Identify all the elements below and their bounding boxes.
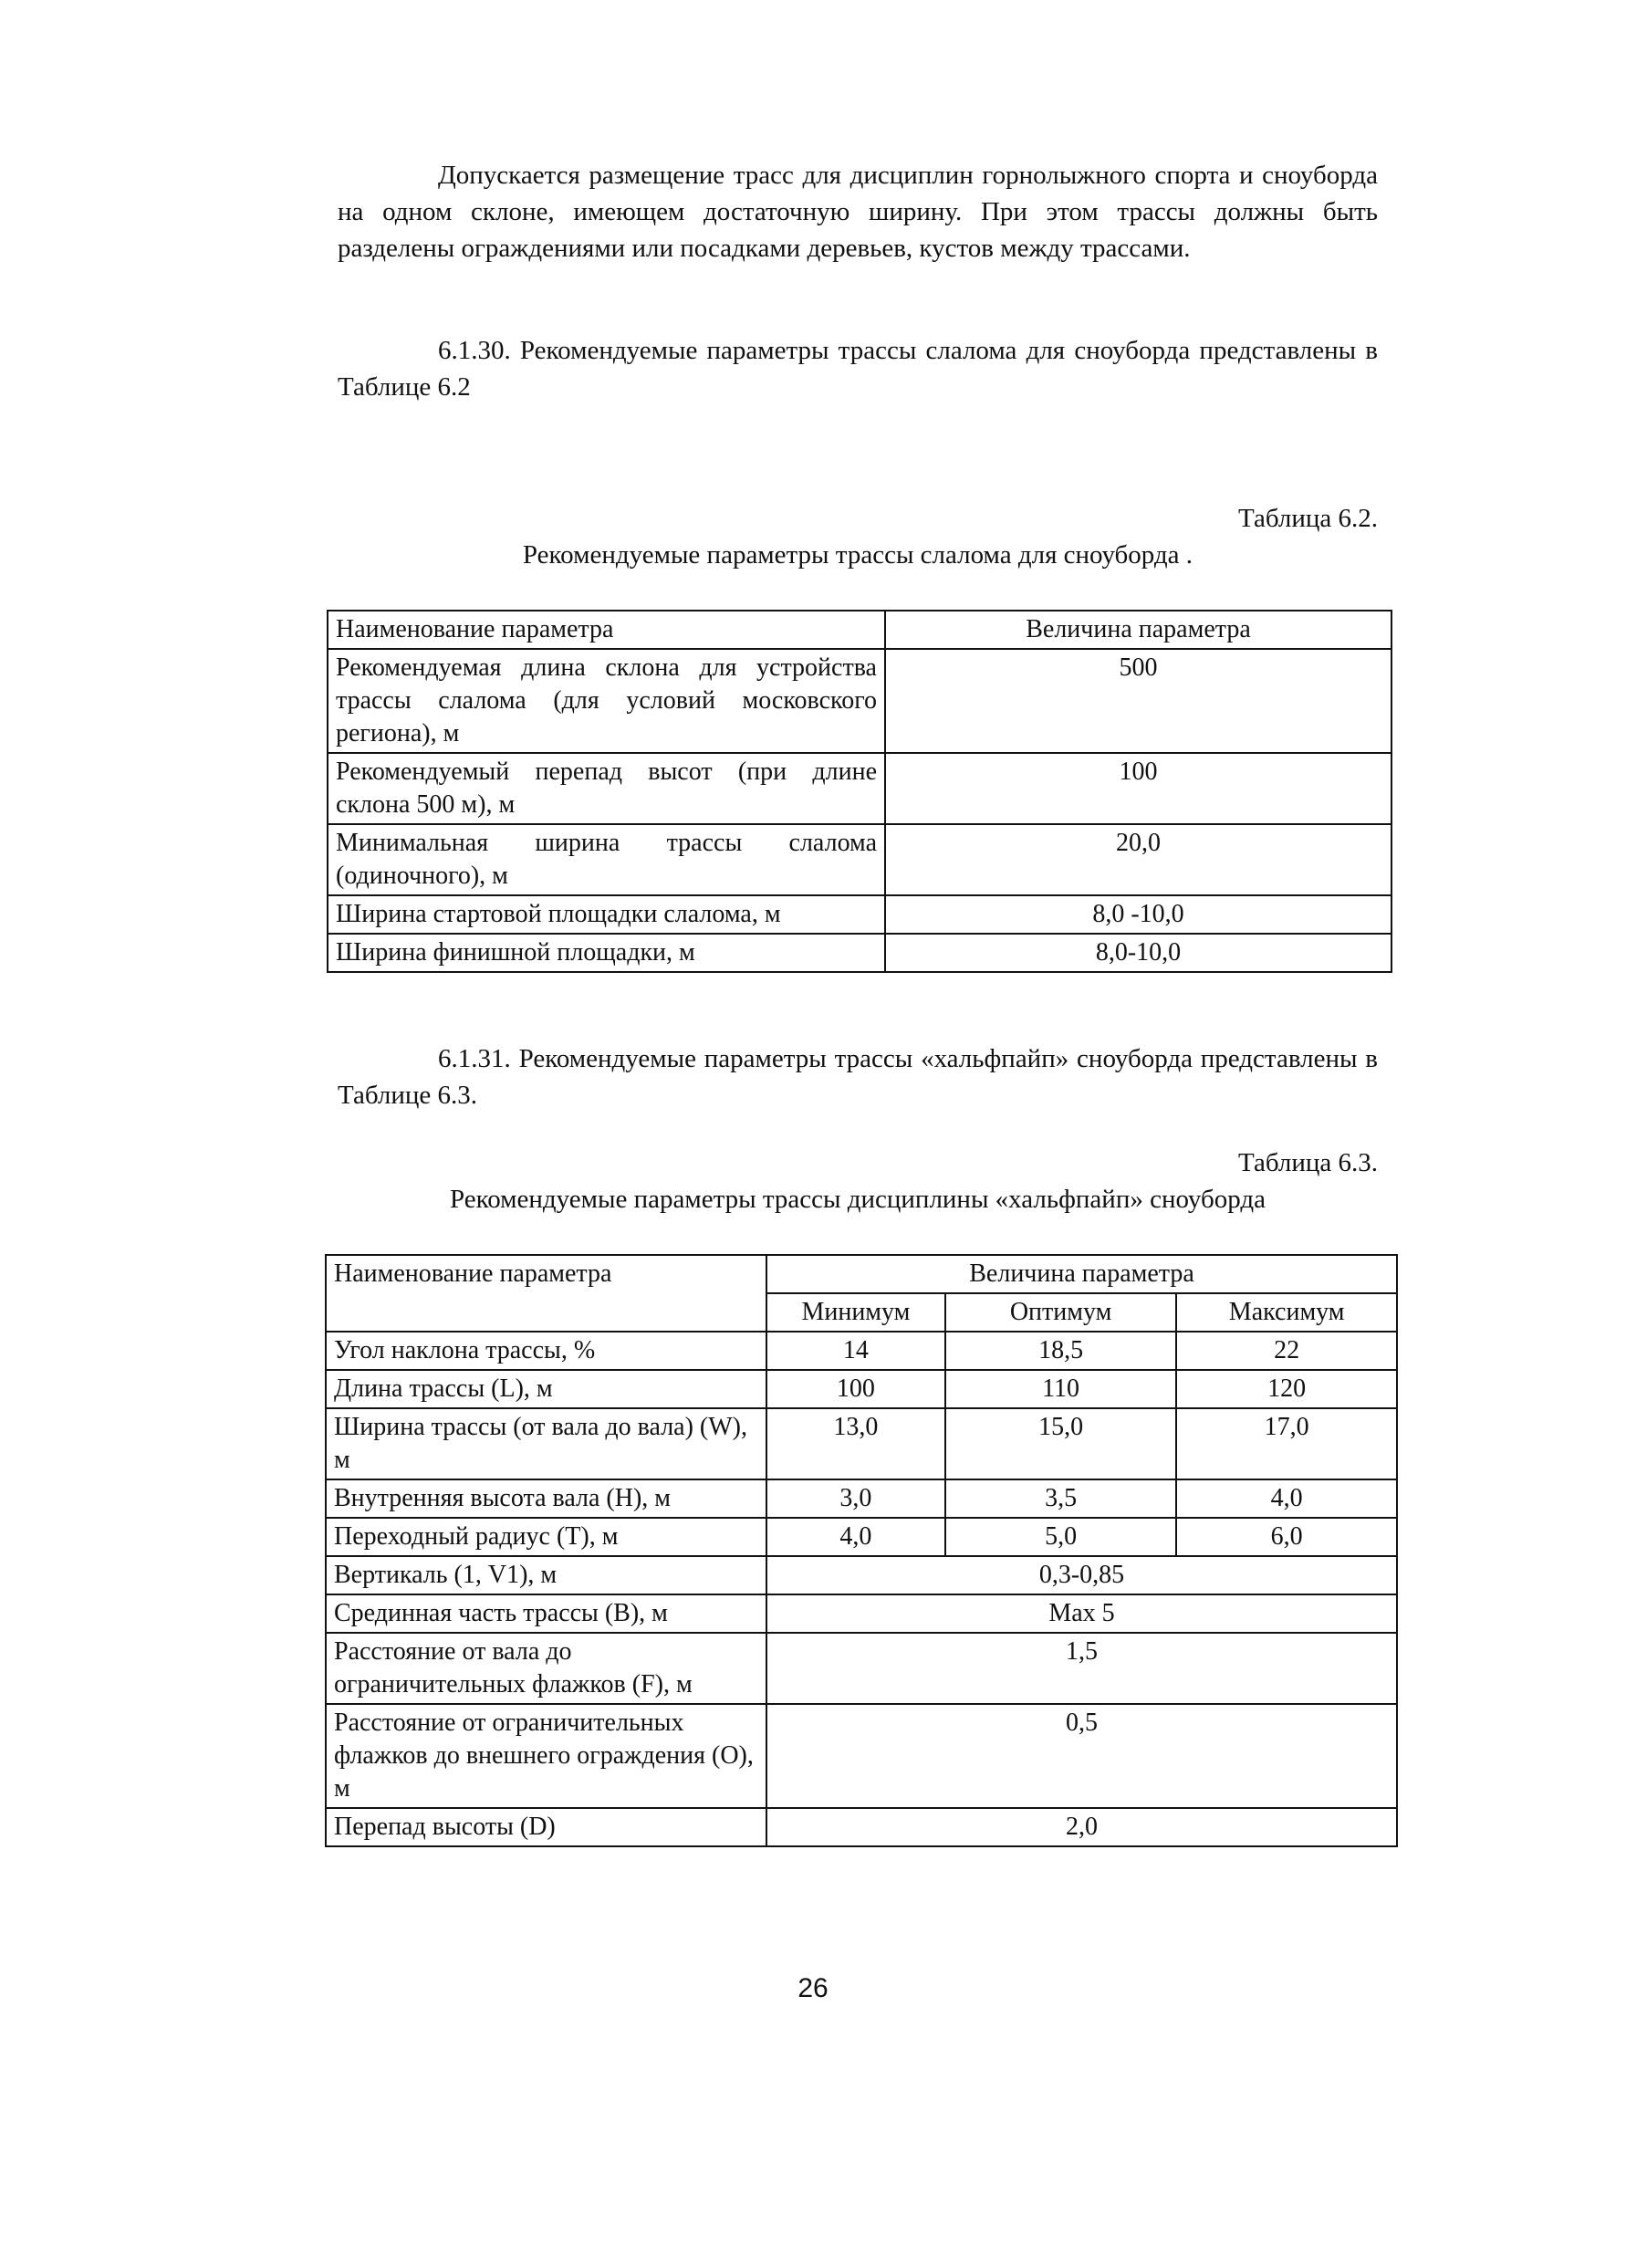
param-min: 13,0	[766, 1408, 945, 1479]
param-name: Расстояние от вала до ограничительных флажков (F), м	[326, 1633, 766, 1704]
param-max: 120	[1176, 1370, 1397, 1408]
table3-header-value: Величина параметра	[766, 1255, 1397, 1293]
table-row	[328, 753, 1391, 824]
param-value: 0,3-0,85	[766, 1556, 1397, 1594]
param-min: 4,0	[766, 1518, 945, 1556]
param-name: Расстояние от ограничительных флажков до внешнего ограждения (O), м	[326, 1704, 766, 1808]
param-value: 1,5	[766, 1633, 1397, 1704]
paragraph-intro: Допускается размещение трасс для дисциплин горнолыжного спорта и сноуборда на одном склоне, имеющем достаточную ширину. При этом трассы должны быть разделены ограждениями или посадками деревьев, кустов между трассами.	[338, 161, 1378, 263]
table-row	[328, 895, 1391, 934]
param-max: 4,0	[1176, 1479, 1397, 1518]
param-max: 6,0	[1176, 1518, 1397, 1556]
param-value: 500	[885, 649, 1391, 753]
param-name: Ширина трассы (от вала до вала) (W), м	[326, 1408, 766, 1479]
param-max: 22	[1176, 1332, 1397, 1370]
param-min: 3,0	[766, 1479, 945, 1518]
table2-header-value: Величина параметра	[885, 611, 1391, 649]
table3-header-row	[326, 1255, 1397, 1293]
param-name: Рекомендуемый перепад высот (при длине склона 500 м), м	[328, 753, 885, 824]
table3	[325, 1254, 1398, 1847]
param-name: Переходный радиус (T), м	[326, 1518, 766, 1556]
table2-header-row	[328, 611, 1391, 649]
table2-header-name: Наименование параметра	[328, 611, 885, 649]
param-name: Угол наклона трассы, %	[326, 1332, 766, 1370]
table3-header-name: Наименование параметра	[326, 1255, 766, 1332]
table-row	[328, 824, 1391, 895]
table-row	[326, 1704, 1397, 1808]
param-name: Ширина стартовой площадки слалома, м	[328, 895, 885, 934]
table-row	[326, 1479, 1397, 1518]
param-opt: 5,0	[945, 1518, 1177, 1556]
table-row	[326, 1633, 1397, 1704]
param-value: 20,0	[885, 824, 1391, 895]
table3-title: Рекомендуемые параметры трассы дисциплины «хальфпайп» сноуборда	[449, 1185, 1266, 1214]
table2-title: Рекомендуемые параметры трассы слалома для сноуборда .	[522, 540, 1193, 570]
param-value: 0,5	[766, 1704, 1397, 1808]
paragraph-6-1-30: 6.1.30. Рекомендуемые параметры трассы слалома для сноуборда представлены в Таблице 6.2	[338, 336, 1378, 402]
table2	[327, 610, 1392, 973]
param-value: Max 5	[766, 1594, 1397, 1633]
table-row	[326, 1518, 1397, 1556]
param-name: Перепад высоты (D)	[326, 1808, 766, 1846]
table-row	[326, 1332, 1397, 1370]
param-name: Срединная часть трассы (B), м	[326, 1594, 766, 1633]
param-opt: 18,5	[945, 1332, 1177, 1370]
table-row	[328, 649, 1391, 753]
table-row	[326, 1808, 1397, 1846]
param-opt: 3,5	[945, 1479, 1177, 1518]
page-number: 26	[797, 1973, 829, 2003]
param-value: 8,0-10,0	[885, 934, 1391, 972]
table3-caption: Таблица 6.3.	[1237, 1148, 1378, 1177]
param-name: Длина трассы (L), м	[326, 1370, 766, 1408]
param-min: 100	[766, 1370, 945, 1408]
table-row	[326, 1408, 1397, 1479]
table3-header-max: Максимум	[1176, 1293, 1397, 1332]
param-value: 2,0	[766, 1808, 1397, 1846]
table-row	[326, 1370, 1397, 1408]
table3-header-min: Минимум	[766, 1293, 945, 1332]
table3-header-opt: Оптимум	[945, 1293, 1177, 1332]
param-name: Вертикаль (1, V1), м	[326, 1556, 766, 1594]
param-value: 100	[885, 753, 1391, 824]
param-opt: 15,0	[945, 1408, 1177, 1479]
table-row	[326, 1556, 1397, 1594]
paragraph-6-1-31: 6.1.31. Рекомендуемые параметры трассы «хальфпайп» сноуборда представлены в Таблице 6.3.	[338, 1044, 1378, 1110]
param-opt: 110	[945, 1370, 1177, 1408]
param-min: 14	[766, 1332, 945, 1370]
param-value: 8,0 -10,0	[885, 895, 1391, 934]
table-row	[328, 934, 1391, 972]
table-row	[326, 1594, 1397, 1633]
param-name: Ширина финишной площадки, м	[328, 934, 885, 972]
param-name: Рекомендуемая длина склона для устройства трассы слалома (для условий московского региона), м	[328, 649, 885, 753]
table2-caption: Таблица 6.2.	[1237, 504, 1378, 533]
param-name: Минимальная ширина трассы слалома (одиночного), м	[328, 824, 885, 895]
param-max: 17,0	[1176, 1408, 1397, 1479]
param-name: Внутренняя высота вала (H), м	[326, 1479, 766, 1518]
